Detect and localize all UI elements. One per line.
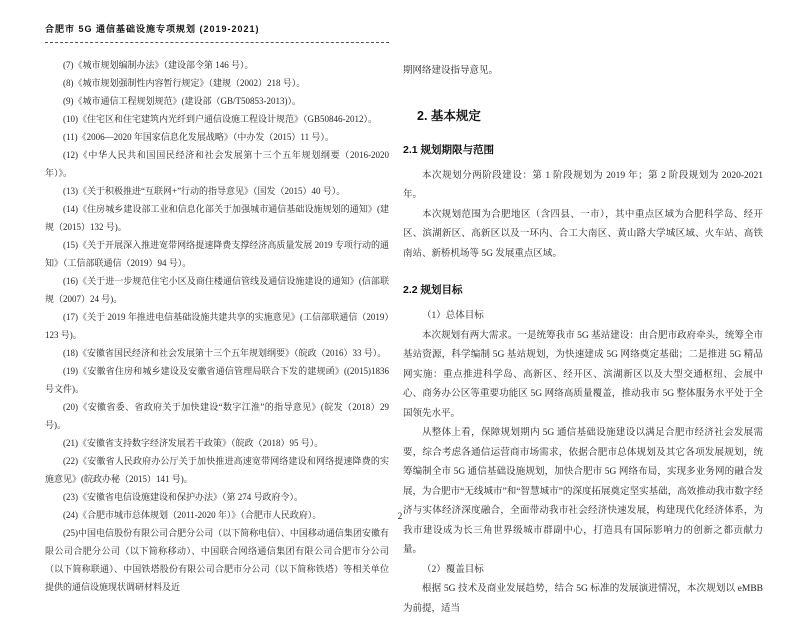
reference-item: (16)《关于进一步规范住宅小区及商住楼通信管线及通信设施建设的通知》(信部联规（2007）24 号)。 (45, 276, 389, 304)
reference-item: (21)《安徽省支持数字经济发展若干政策》（皖政（2018）95 号）。 (63, 438, 324, 448)
reference-item: (19)《安徽省住房和城乡建设及安徽省通信管理局联合下发的建规函》((2015)1836 号文件)。 (45, 366, 389, 394)
page-header (45, 22, 389, 43)
goal-1-label: （1）总体目标 (422, 311, 484, 321)
reference-item: (10)《住宅区和住宅建筑内光纤到户通信设施工程设计规范》（GB50846-2012）。 (63, 114, 377, 124)
reference-item: (25)中国电信股份有限公司合肥分公司（以下简称电信）、中国移动通信集团安徽有限公司合肥分公司（以下简称移动）、中国联合网络通信集团有限公司合肥市分公司（以下简称联通）、中国铁塔股份有限公司合肥市分公司（以下简称铁塔）等相关单位提供的通信设施现状调研材料及近 (45, 528, 389, 592)
reference-item: (13)《关于积极推进“互联网+”行动的指导意见》（国发（2015）40 号）。 (63, 186, 346, 196)
goal-2-paragraph: 根据 5G 技术及商业发展趋势，结合 5G 标准的发展演进情况，本次规划以 eMBB 为前提，适当 (403, 584, 763, 614)
reference-item: (11)《2006—2020 年国家信息化发展战略》（中办发（2015）11 号）。 (63, 132, 334, 142)
reference-item: (8)《城市规划强制性内容暂行规定》（建规（2002）218 号）。 (63, 78, 306, 88)
goal-1-paragraph: 本次规划有两大需求。一是统筹我市 5G 基站建设：由合肥市政府牵头，统筹全市基站资源，科学编制 5G 基站规划，为快速建成 5G 网络奠定基础；二是推进 5G 精品网实施：重点推进科学岛、高新区、经开区、滨湖新区以及大型交通枢纽、会展中心、商务办公区等重要功能区 5G 网络高质量覆盖，推动我市 5G 整体服务水平处于全国领先水平。 (403, 330, 763, 419)
reference-item: (7)《城市规划编制办法》（建设部令第 146 号）。 (63, 60, 254, 70)
page-header-title: 合肥市 5G 通信基础设施专项规划 (2019-2021) (45, 24, 260, 34)
reference-item: (24)《合肥市城市总体规划（2011-2020 年）》（合肥市人民政府）。 (63, 510, 322, 520)
reference-item: (9)《城市通信工程规划规范》(建设部（GB/T50853-2013)）。 (63, 96, 301, 106)
continuation-text: 期网络建设指导意见。 (403, 66, 499, 76)
section-2-heading: 2. 基本规定 (417, 108, 481, 123)
section-2-1-paragraph: 本次规划分两阶段建设：第 1 阶段规划为 2019 年；第 2 阶段规划为 2020-2021 年。 (403, 170, 763, 200)
goal-1-paragraph: 从整体上看，保障规划期内 5G 通信基础设施建设以满足合肥市经济社会发展需要，综合考虑各通信运营商市场需求，依据合肥市总体规划及其它各项发展规划，统筹编制全市 5G 通信基础设施规划，加快合肥市 5G 网络布局，实现多业务网的融合发展，为合肥市“无线城市”和“智慧城市”的深度拓展奠定坚实基础，高效推动我市数字经济与实体经济深度融合，全面带动我市社会经济快速发展，构建现代化经济体系，为我市建设成为长三角世界级城市群副中心，打造具有国际影响力的创新之都贡献力量。 (403, 428, 763, 555)
reference-item: (18)《安徽省国民经济和社会发展第十三个五年规划纲要》（皖政（2016）33 号）。 (63, 348, 387, 358)
header-dashed-rule (45, 42, 389, 43)
reference-item: (20)《安徽省委、省政府关于加快建设“数字江淮”的指导意见》(皖发（2018）29 号)。 (45, 402, 389, 430)
section-2-2-heading: 2.2 规划目标 (403, 284, 463, 296)
right-column (403, 22, 763, 619)
reference-item: (14)《住房城乡建设部工业和信息化部关于加强城市通信基础设施规划的通知》(建规（2015）132 号)。 (45, 204, 389, 232)
reference-item: (23)《安徽省电信设施建设和保护办法》（第 274 号政府令）。 (63, 492, 303, 502)
section-2-1-paragraph: 本次规划范围为合肥地区（含四县、一市），其中重点区域为合肥科学岛、经开区、滨湖新区、高新区以及一环内、合工大南区、黄山路大学城区域、火车站、高铁南站、新桥机场等 5G 发展重点区域。 (403, 209, 763, 259)
left-column (45, 22, 389, 619)
page-number: 2 (397, 511, 403, 521)
goal-2-label: （2）覆盖目标 (422, 564, 484, 575)
reference-item: (12)《中华人民共和国国民经济和社会发展第十三个五年规划纲要（2016-2020 年）》。 (45, 150, 389, 178)
reference-item: (17)《关于 2019 年推进电信基础设施共建共享的实施意见》(工信部联通信（2019）123 号)。 (45, 312, 389, 340)
reference-item: (15)《关于开展深入推进宽带网络提速降费支撑经济高质量发展 2019 专项行动的通知》（工信部联通信（2019）94 号）。 (45, 240, 389, 268)
reference-item: (22)《安徽省人民政府办公厅关于加快推进高速宽带网络建设和网络提速降费的实施意见》(皖政办秘（2015）141 号)。 (45, 456, 389, 484)
section-2-1-heading: 2.1 规划期限与范围 (403, 143, 495, 156)
